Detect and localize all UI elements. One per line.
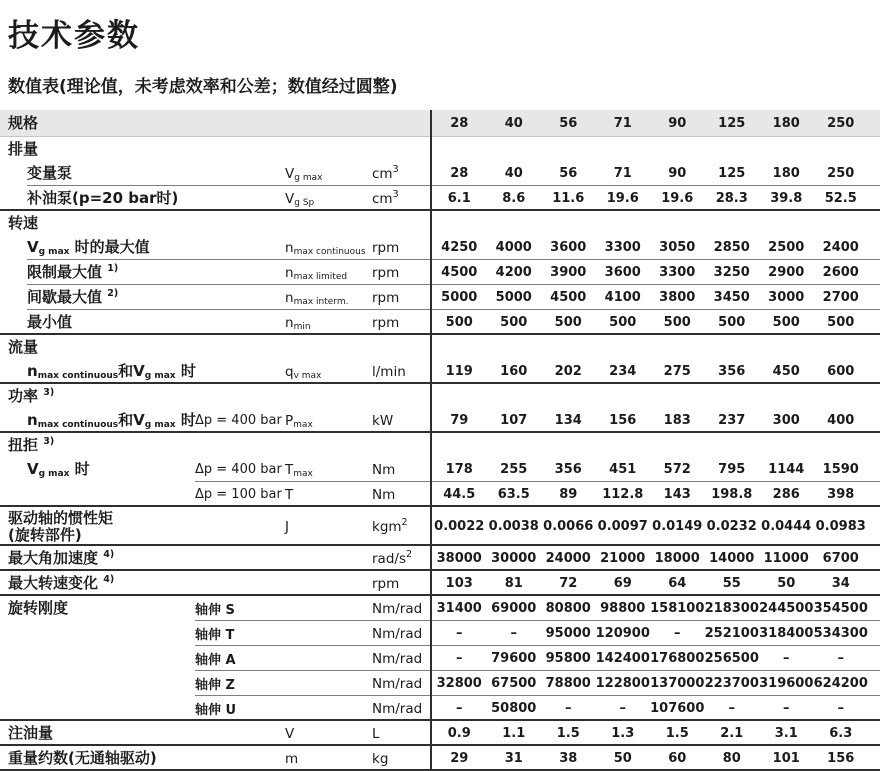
table-row xyxy=(0,186,880,211)
value-cells xyxy=(432,676,868,691)
row-label: 限制最大值 $^{1)}$ xyxy=(27,263,119,281)
table-row xyxy=(0,571,880,596)
value-cells xyxy=(432,726,868,741)
value-cell: 56 xyxy=(559,166,578,181)
value-cell: 2900 xyxy=(768,265,805,280)
row-symbol: $n_{max limited}$ xyxy=(285,264,348,282)
table-row xyxy=(0,746,880,771)
value-cell: 3300 xyxy=(604,240,641,255)
value-cell: 89 xyxy=(559,487,578,502)
value-cell: 451 xyxy=(609,462,637,477)
row-condition: 轴伸 U xyxy=(195,703,237,718)
value-cell: 600 xyxy=(827,364,855,379)
value-cell: – xyxy=(728,701,735,716)
value-cell: 50800 xyxy=(491,701,537,716)
value-cells xyxy=(432,265,868,280)
value-cell: 5000 xyxy=(441,290,478,305)
value-cell: 4000 xyxy=(495,240,532,255)
parameters-table xyxy=(0,110,880,771)
value-cell: 2600 xyxy=(822,265,859,280)
value-cell: 69 xyxy=(613,576,632,591)
value-cell: 103 xyxy=(445,576,473,591)
row-symbol: $n_{max interm.}$ xyxy=(285,289,349,307)
value-cell: 354500 xyxy=(813,601,868,616)
value-cell: 72 xyxy=(559,576,578,591)
value-cell: 180 xyxy=(772,166,800,181)
value-cell: 122800 xyxy=(595,676,650,691)
value-cell: 2700 xyxy=(822,290,859,305)
value-cell: 29 xyxy=(450,751,469,766)
value-cell: 244500 xyxy=(759,601,814,616)
value-cell: 38000 xyxy=(436,551,482,566)
row-symbol: $T_{max}$ xyxy=(285,461,313,479)
value-cells xyxy=(432,116,868,131)
value-cell: 120900 xyxy=(595,626,650,641)
value-cell: 101 xyxy=(772,751,800,766)
value-cell: 11000 xyxy=(763,551,809,566)
value-cell: 500 xyxy=(500,315,528,330)
value-cells xyxy=(432,751,868,766)
table-row xyxy=(0,507,880,546)
page-subtitle: 数值表(理论值，未考虑效率和公差；数值经过圆整) xyxy=(8,77,398,97)
value-cell: 28.3 xyxy=(715,191,748,206)
value-cell: 1.5 xyxy=(665,726,689,741)
row-label: 最大角加速度 $^{4)}$ xyxy=(8,549,115,567)
value-cell: 250 xyxy=(827,166,855,181)
row-unit: Nm xyxy=(372,461,396,478)
table-row xyxy=(0,621,880,646)
value-cell: 19.6 xyxy=(606,191,639,206)
value-cell: 275 xyxy=(663,364,691,379)
value-cell: 2400 xyxy=(822,240,859,255)
row-unit: rpm xyxy=(372,575,400,592)
row-condition: Δp = 100 bar xyxy=(195,487,282,502)
value-cell: 38 xyxy=(559,751,578,766)
row-condition: 轴伸 T xyxy=(195,628,235,643)
value-cell: 44.5 xyxy=(443,487,476,502)
table-row xyxy=(0,408,880,433)
row-unit: kW xyxy=(372,412,394,429)
table-header-row xyxy=(0,110,880,137)
row-symbol: $V_{g Sp}$ xyxy=(285,190,315,208)
parameters-table-body xyxy=(0,110,880,771)
table-row xyxy=(0,260,880,285)
value-cell: 0.0097 xyxy=(597,519,648,534)
value-cell: 34 xyxy=(831,576,850,591)
value-cell: 40 xyxy=(504,166,523,181)
spec-header-label: 规格 xyxy=(8,113,39,132)
value-cell: 80 xyxy=(722,751,741,766)
value-cell: 223700 xyxy=(704,676,759,691)
value-cell: 50 xyxy=(777,576,796,591)
value-cell: 3600 xyxy=(604,265,641,280)
value-cell: 6.1 xyxy=(447,191,471,206)
value-cells xyxy=(432,576,868,591)
value-cell: 234 xyxy=(609,364,637,379)
row-symbol: m xyxy=(285,750,299,767)
value-cell: 11.6 xyxy=(552,191,585,206)
value-cells xyxy=(432,240,868,255)
row-symbol: V xyxy=(285,725,295,742)
section-row xyxy=(0,137,880,161)
section-row xyxy=(0,211,880,235)
value-cell: 176800 xyxy=(650,651,705,666)
value-cell: 0.0022 xyxy=(434,519,485,534)
value-cell: 5000 xyxy=(495,290,532,305)
value-cell: 3300 xyxy=(659,265,696,280)
value-cell: 31400 xyxy=(436,601,482,616)
value-cell: 500 xyxy=(554,315,582,330)
value-cell: 158100 xyxy=(650,601,705,616)
table-row xyxy=(0,285,880,310)
row-label: $V_{g max}$ 时 xyxy=(27,460,90,479)
row-label: 功率 $^{3)}$ xyxy=(8,386,55,405)
value-cell: 450 xyxy=(772,364,800,379)
table-row xyxy=(0,721,880,746)
value-cell: 237 xyxy=(718,413,746,428)
row-unit: Nm/rad xyxy=(372,675,423,692)
value-cells xyxy=(432,462,868,477)
table-row xyxy=(0,696,880,721)
row-unit: $cm^3$ xyxy=(372,188,399,207)
row-symbol: T xyxy=(285,486,294,503)
row-condition: 轴伸 S xyxy=(195,603,235,618)
value-cell: 178 xyxy=(445,462,473,477)
value-cell: 39.8 xyxy=(770,191,803,206)
table-row xyxy=(0,546,880,571)
value-cell: 3600 xyxy=(550,240,587,255)
value-cell: 14000 xyxy=(709,551,755,566)
value-cell: 3800 xyxy=(659,290,696,305)
value-cell: 18000 xyxy=(654,551,700,566)
value-cell: – xyxy=(456,626,463,641)
value-cell: 400 xyxy=(827,413,855,428)
table-row xyxy=(0,310,880,335)
size-column-header: 250 xyxy=(827,115,855,131)
value-cells xyxy=(432,626,868,641)
value-cell: 81 xyxy=(504,576,523,591)
value-cell: 78800 xyxy=(545,676,591,691)
value-cell: 500 xyxy=(445,315,473,330)
row-unit: Nm/rad xyxy=(372,625,423,642)
row-unit: rpm xyxy=(372,264,400,281)
value-cell: 795 xyxy=(718,462,746,477)
table-row xyxy=(0,482,880,507)
value-cell: 143 xyxy=(663,487,691,502)
value-cell: 1.5 xyxy=(556,726,580,741)
value-cell: 252100 xyxy=(704,626,759,641)
row-symbol: $n_{min}$ xyxy=(285,314,311,332)
row-condition: Δp = 400 bar xyxy=(195,413,282,428)
row-label: 变量泵 xyxy=(27,164,73,182)
value-cell: 0.0444 xyxy=(761,519,812,534)
row-label: 排量 xyxy=(8,139,39,158)
value-cell: 1.1 xyxy=(502,726,526,741)
row-unit: Nm/rad xyxy=(372,600,423,617)
row-unit: Nm/rad xyxy=(372,650,423,667)
size-column-header: 56 xyxy=(559,115,578,131)
value-cell: 24000 xyxy=(545,551,591,566)
value-cell: 64 xyxy=(668,576,687,591)
value-cell: 2500 xyxy=(768,240,805,255)
value-cell: 1.3 xyxy=(611,726,635,741)
value-cells xyxy=(432,290,868,305)
row-symbol: $P_{max}$ xyxy=(285,412,313,430)
value-cell: 202 xyxy=(554,364,582,379)
size-column-header: 40 xyxy=(504,115,523,131)
value-cells xyxy=(432,551,868,566)
value-cell: 63.5 xyxy=(497,487,530,502)
value-cell: 198.8 xyxy=(711,487,753,502)
value-cell: 32800 xyxy=(436,676,482,691)
value-cell: 256500 xyxy=(704,651,759,666)
value-cell: 500 xyxy=(827,315,855,330)
row-unit: rpm xyxy=(372,239,400,256)
value-cell: 534300 xyxy=(813,626,868,641)
value-cell: 134 xyxy=(554,413,582,428)
value-cells xyxy=(432,601,868,616)
value-cell: 69000 xyxy=(491,601,537,616)
value-cell: 6700 xyxy=(822,551,859,566)
value-cell: 8.6 xyxy=(502,191,526,206)
row-label: 最小值 xyxy=(27,313,73,331)
row-unit: kgm$^2$ xyxy=(372,516,408,535)
value-cell: 137000 xyxy=(650,676,705,691)
value-cell: 218300 xyxy=(704,601,759,616)
row-unit: rpm xyxy=(372,289,400,306)
value-cell: 95800 xyxy=(545,651,591,666)
value-cell: 398 xyxy=(827,487,855,502)
value-cell: 3900 xyxy=(550,265,587,280)
row-label: 间歇最大值 $^{2)}$ xyxy=(27,288,119,306)
value-cell: 356 xyxy=(718,364,746,379)
value-cell: 2850 xyxy=(713,240,750,255)
row-symbol: $n_{max continuous}$ xyxy=(285,239,366,257)
row-label: 注油量 xyxy=(8,724,54,742)
value-cell: 0.0149 xyxy=(652,519,703,534)
value-cell: 356 xyxy=(554,462,582,477)
column-divider xyxy=(430,110,432,771)
row-condition: 轴伸 Z xyxy=(195,678,235,693)
row-label: 转速 xyxy=(8,213,39,232)
value-cell: 79 xyxy=(450,413,469,428)
row-symbol: $V_{g max}$ xyxy=(285,165,323,183)
table-row xyxy=(0,671,880,696)
value-cell: 500 xyxy=(609,315,637,330)
row-label: $n_{max continuous}$和$V_{g max}$ 时 xyxy=(27,362,196,381)
table-row xyxy=(0,161,880,186)
value-cell: 500 xyxy=(772,315,800,330)
value-cell: 0.0038 xyxy=(488,519,539,534)
value-cell: 21000 xyxy=(600,551,646,566)
row-symbol: $q_{v max}$ xyxy=(285,363,322,381)
value-cell: 624200 xyxy=(813,676,868,691)
value-cell: 0.0232 xyxy=(706,519,757,534)
row-condition: Δp = 400 bar xyxy=(195,462,282,477)
value-cell: 0.0066 xyxy=(543,519,594,534)
value-cell: 50 xyxy=(613,751,632,766)
row-label: 流量 xyxy=(8,337,39,356)
value-cell: 500 xyxy=(663,315,691,330)
value-cell: 30000 xyxy=(491,551,537,566)
row-label: 最大转速变化 $^{4)}$ xyxy=(8,574,115,592)
value-cells xyxy=(432,413,868,428)
value-cell: 125 xyxy=(718,166,746,181)
value-cells xyxy=(432,364,868,379)
value-cell: 52.5 xyxy=(824,191,857,206)
value-cell: – xyxy=(837,701,844,716)
value-cells xyxy=(432,166,868,181)
value-cells xyxy=(432,315,868,330)
value-cell: 3450 xyxy=(713,290,750,305)
value-cell: 3.1 xyxy=(774,726,798,741)
size-column-header: 28 xyxy=(450,115,469,131)
value-cells xyxy=(432,519,868,534)
row-unit: $cm^3$ xyxy=(372,163,399,182)
value-cell: 0.9 xyxy=(447,726,471,741)
value-cell: 79600 xyxy=(491,651,537,666)
value-cell: 500 xyxy=(718,315,746,330)
row-unit: Nm xyxy=(372,486,396,503)
size-column-header: 180 xyxy=(772,115,800,131)
size-column-header: 71 xyxy=(613,115,632,131)
value-cell: – xyxy=(510,626,517,641)
row-unit: rpm xyxy=(372,314,400,331)
row-label: 补油泵(p=20 bar时) xyxy=(27,189,179,207)
value-cell: 71 xyxy=(613,166,632,181)
row-label: $n_{max continuous}$和$V_{g max}$ 时 xyxy=(27,411,196,430)
value-cell: 1144 xyxy=(768,462,805,477)
value-cell: 3050 xyxy=(659,240,696,255)
value-cell: 0.0983 xyxy=(815,519,866,534)
value-cell: – xyxy=(783,651,790,666)
row-unit: rad/$s^2$ xyxy=(372,548,413,567)
value-cell: 19.6 xyxy=(661,191,694,206)
value-cell: 3000 xyxy=(768,290,805,305)
value-cell: 156 xyxy=(827,751,855,766)
value-cell: 160 xyxy=(500,364,528,379)
value-cell: 98800 xyxy=(600,601,646,616)
table-row xyxy=(0,596,880,621)
value-cell: 6.3 xyxy=(829,726,853,741)
table-row xyxy=(0,646,880,671)
value-cell: 67500 xyxy=(491,676,537,691)
value-cell: – xyxy=(674,626,681,641)
value-cell: 4200 xyxy=(495,265,532,280)
value-cell: 107600 xyxy=(650,701,705,716)
value-cell: 80800 xyxy=(545,601,591,616)
value-cell: 4250 xyxy=(441,240,478,255)
table-row xyxy=(0,235,880,260)
row-unit: kg xyxy=(372,750,389,767)
value-cell: 4500 xyxy=(550,290,587,305)
size-column-header: 125 xyxy=(718,115,746,131)
value-cell: 286 xyxy=(772,487,800,502)
value-cell: 2.1 xyxy=(720,726,744,741)
value-cell: 60 xyxy=(668,751,687,766)
value-cell: 90 xyxy=(668,166,687,181)
row-unit: Nm/rad xyxy=(372,700,423,717)
value-cell: 255 xyxy=(500,462,528,477)
value-cell: – xyxy=(565,701,572,716)
section-row xyxy=(0,384,880,408)
row-label: 驱动轴的惯性矩 (旋转部件) xyxy=(8,508,114,544)
row-condition: 轴伸 A xyxy=(195,653,236,668)
value-cell: 95000 xyxy=(545,626,591,641)
value-cell: 4100 xyxy=(604,290,641,305)
value-cells xyxy=(432,701,868,716)
table-row xyxy=(0,359,880,384)
value-cell: – xyxy=(837,651,844,666)
value-cells xyxy=(432,191,868,206)
value-cells xyxy=(432,651,868,666)
section-row xyxy=(0,433,880,457)
value-cell: 112.8 xyxy=(602,487,644,502)
value-cell: – xyxy=(456,701,463,716)
value-cell: 156 xyxy=(609,413,637,428)
value-cell: – xyxy=(619,701,626,716)
value-cell: 4500 xyxy=(441,265,478,280)
row-label: 扭拒 $^{3)}$ xyxy=(8,435,55,454)
value-cell: – xyxy=(783,701,790,716)
table-row xyxy=(0,457,880,482)
value-cell: 142400 xyxy=(595,651,650,666)
value-cell: 31 xyxy=(504,751,523,766)
value-cell: 55 xyxy=(722,576,741,591)
value-cells xyxy=(432,487,868,502)
row-unit: l/min xyxy=(372,363,406,380)
section-row xyxy=(0,335,880,359)
value-cell: 319600 xyxy=(759,676,814,691)
value-cell: 318400 xyxy=(759,626,814,641)
value-cell: – xyxy=(456,651,463,666)
value-cell: 28 xyxy=(450,166,469,181)
value-cell: 107 xyxy=(500,413,528,428)
value-cell: 119 xyxy=(445,364,473,379)
value-cell: 3250 xyxy=(713,265,750,280)
row-symbol: J xyxy=(285,518,289,535)
value-cell: 183 xyxy=(663,413,691,428)
size-column-header: 90 xyxy=(668,115,687,131)
value-cell: 572 xyxy=(663,462,691,477)
row-label: 旋转刚度 xyxy=(8,599,69,617)
row-label: $V_{g max}$ 时的最大值 xyxy=(27,238,150,257)
value-cell: 1590 xyxy=(822,462,859,477)
row-label: 重量约数(无通轴驱动) xyxy=(8,749,157,767)
row-unit: L xyxy=(372,725,380,742)
page-title: 技术参数 xyxy=(8,18,140,54)
value-cell: 300 xyxy=(772,413,800,428)
